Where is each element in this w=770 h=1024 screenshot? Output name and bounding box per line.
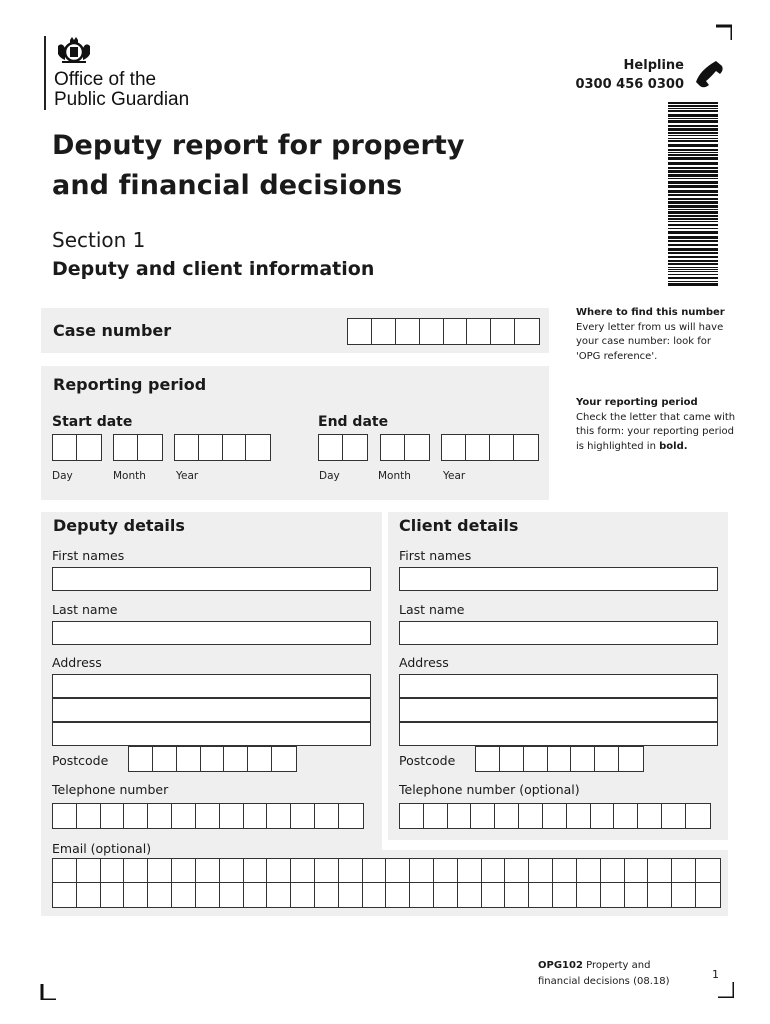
deputy-postcode-input[interactable] — [128, 746, 297, 772]
reporting-period-note — [576, 396, 736, 454]
phone-icon — [694, 58, 726, 90]
start-month-caption: Month — [113, 470, 146, 482]
client-postcode-input[interactable] — [475, 746, 644, 772]
deputy-heading: Deputy details — [53, 516, 185, 535]
end-month-input[interactable] — [380, 434, 430, 461]
end-day-caption: Day — [319, 470, 340, 482]
period-note-body: Check the letter that came with this form: your reporting period is highlighted in — [576, 411, 736, 452]
form-code: OPG102 — [538, 960, 583, 971]
client-postcode-label: Postcode — [399, 753, 456, 768]
deputy-first-names-label: First names — [52, 548, 125, 563]
deputy-telephone-input[interactable] — [52, 803, 364, 829]
page-title — [52, 126, 465, 206]
client-address-label: Address — [399, 655, 449, 670]
corner-mark-top-right — [716, 24, 732, 40]
client-first-names-input[interactable] — [399, 567, 718, 591]
helpline — [560, 56, 684, 94]
deputy-address-label: Address — [52, 655, 102, 670]
form-desc-line1: Property and — [586, 960, 651, 971]
start-day-input[interactable] — [52, 434, 102, 461]
client-last-name-label: Last name — [399, 602, 465, 617]
case-note-body: Every letter from us will have your case number: look for 'OPG reference'. — [576, 321, 724, 362]
org-logo — [44, 36, 189, 110]
deputy-email-input-row1[interactable] — [52, 858, 721, 884]
end-year-input[interactable] — [441, 434, 539, 461]
start-date-label: Start date — [52, 414, 133, 430]
client-telephone-input[interactable] — [399, 803, 711, 829]
start-month-input[interactable] — [113, 434, 163, 461]
page-title-line1: Deputy report for property — [52, 130, 465, 161]
end-month-caption: Month — [378, 470, 411, 482]
corner-mark-bottom-left — [40, 984, 56, 1000]
client-address-line1[interactable] — [399, 674, 718, 698]
client-last-name-input[interactable] — [399, 621, 718, 645]
case-number-note — [576, 306, 736, 364]
start-year-input[interactable] — [174, 434, 271, 461]
start-year-caption: Year — [176, 470, 199, 482]
section-subtitle: Deputy and client information — [52, 258, 375, 280]
client-address-line2[interactable] — [399, 698, 718, 722]
start-day-caption: Day — [52, 470, 73, 482]
deputy-email-label: Email (optional) — [52, 841, 152, 856]
case-number-label: Case number — [53, 321, 172, 340]
deputy-postcode-label: Postcode — [52, 753, 109, 768]
page-title-line2: and financial decisions — [52, 170, 403, 201]
helpline-number: 0300 456 0300 — [575, 77, 684, 92]
deputy-last-name-label: Last name — [52, 602, 118, 617]
page-number: 1 — [712, 968, 719, 981]
section-label: Section 1 — [52, 228, 146, 252]
reporting-period-label: Reporting period — [53, 375, 207, 394]
end-day-input[interactable] — [318, 434, 368, 461]
form-desc-line2: financial decisions (08.18) — [538, 976, 670, 987]
client-first-names-label: First names — [399, 548, 472, 563]
client-address-line3[interactable] — [399, 722, 718, 746]
org-name-line1: Office of the — [54, 69, 157, 90]
deputy-telephone-label: Telephone number — [52, 782, 169, 797]
case-number-input[interactable] — [347, 318, 540, 345]
deputy-address-line2[interactable] — [52, 698, 371, 722]
deputy-address-line3[interactable] — [52, 722, 371, 746]
barcode — [668, 102, 718, 288]
org-name-line2: Public Guardian — [54, 89, 190, 110]
period-note-title: Your reporting period — [576, 397, 698, 408]
deputy-email-input-row2[interactable] — [52, 882, 721, 908]
period-note-bold: bold. — [659, 440, 688, 452]
client-telephone-label: Telephone number (optional) — [399, 782, 580, 797]
deputy-last-name-input[interactable] — [52, 621, 371, 645]
corner-mark-bottom-right — [718, 982, 734, 998]
case-note-title: Where to find this number — [576, 307, 725, 318]
end-date-label: End date — [318, 414, 389, 430]
deputy-address-line1[interactable] — [52, 674, 371, 698]
royal-crest-icon — [54, 36, 94, 66]
deputy-first-names-input[interactable] — [52, 567, 371, 591]
form-reference — [538, 958, 670, 990]
helpline-label: Helpline — [623, 58, 684, 73]
end-year-caption: Year — [443, 470, 466, 482]
client-heading: Client details — [399, 516, 519, 535]
